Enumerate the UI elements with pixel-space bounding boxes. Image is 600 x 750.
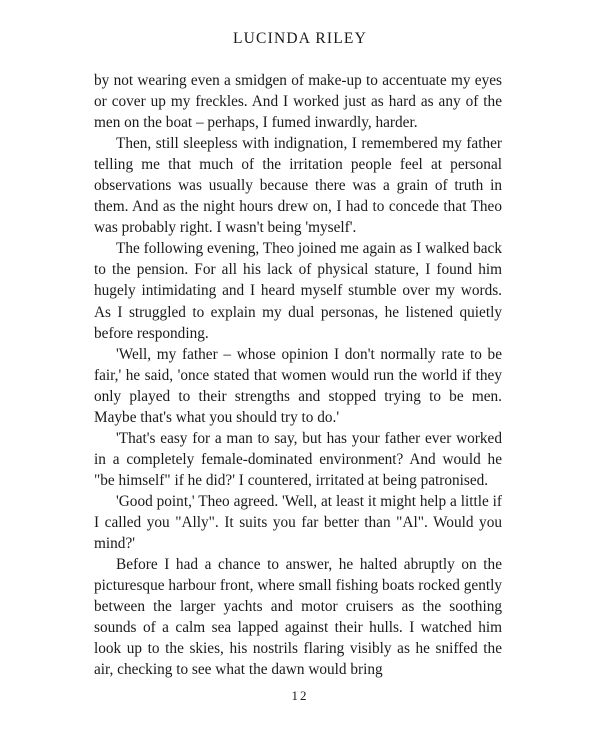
paragraph: 'Well, my father – whose opinion I don't normally rate to be fair,' he said, 'once stated that women would run the world if they only played to their strengths and stopped trying to be men. Maybe that's what you should try to do.' xyxy=(94,345,502,426)
body-text xyxy=(94,70,502,680)
paragraph: 'Good point,' Theo agreed. 'Well, at least it might help a little if I called you "Ally". It suits you far better than "Al". Would you mind?' xyxy=(94,492,502,553)
running-head-title: LUCINDA RILEY xyxy=(233,30,367,47)
page-number: 12 xyxy=(291,688,309,703)
paragraph-continued: by not wearing even a smidgen of make-up to accentuate my eyes or cover up my freckles. And I worked just as hard as any of the men on the boat – perhaps, I fumed inwardly, harder. xyxy=(94,72,502,132)
paragraph: 'That's easy for a man to say, but has your father ever worked in a completely female-dominated environment? And would he "be himself" if he did?' I countered, irritated at being patronised. xyxy=(94,429,502,489)
paragraph: The following evening, Theo joined me again as I walked back to the pension. For all his lack of physical stature, I found him hugely intimidating and I heard myself stumble over my words. As I struggled to explain my dual personas, he listened quietly before responding. xyxy=(94,240,502,342)
paragraph: Then, still sleepless with indignation, I remembered my father telling me that much of the irritation people feel at personal observations was usually because there was a grain of truth in them. And as the night hours drew on, I had to concede that Theo was probably right. I wasn't being 'myself'. xyxy=(94,135,502,237)
paragraph: Before I had a chance to answer, he halted abruptly on the picturesque harbour front, where small fishing boats rocked gently between the larger yachts and motor cruisers as the soothing sounds of a calm sea lapped against their hulls. I watched him look up to the skies, his nostrils flaring visibly as he sniffed the air, checking to see what the dawn would bring xyxy=(94,556,502,679)
